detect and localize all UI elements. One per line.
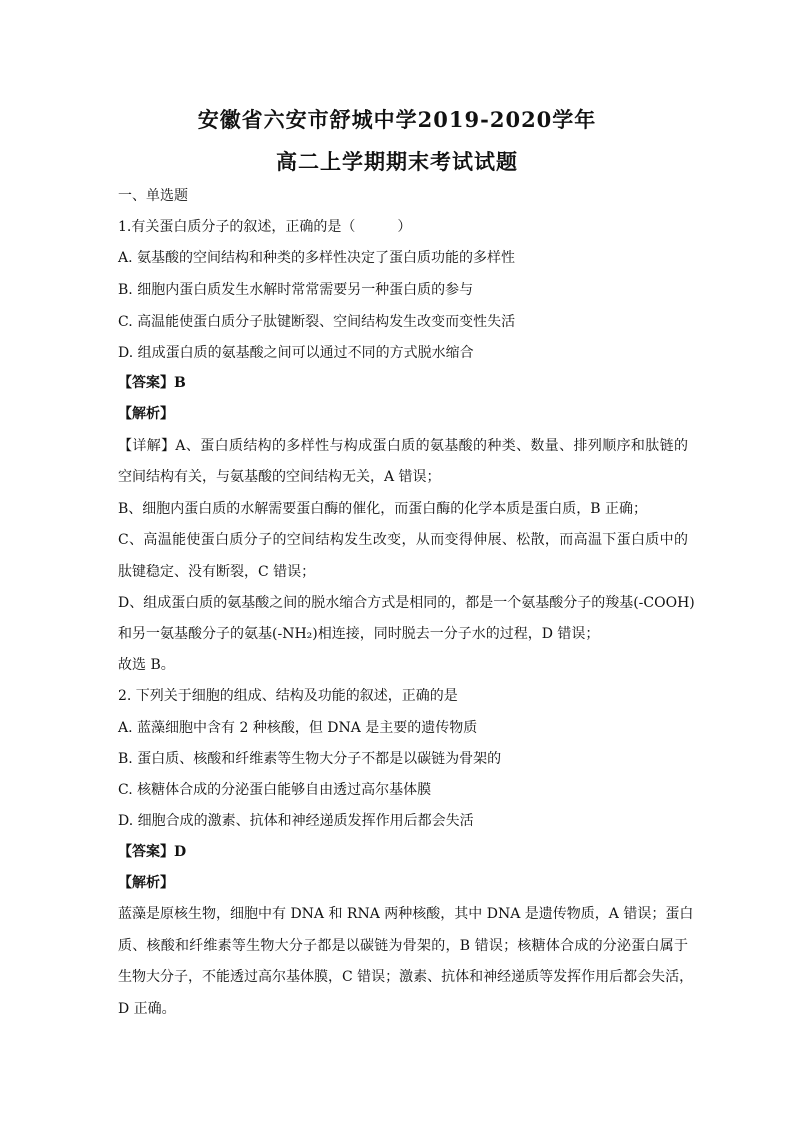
section-heading: 一、单选题 (118, 188, 188, 204)
document-subtitle: 高二上学期期末考试试题 (276, 149, 518, 174)
document-title: 安徽省六安市舒城中学2019-2020学年 (197, 107, 597, 132)
question-1-explanation-line: C、高温能使蛋白质分子的空间结构发生改变，从而变得伸展、松散，而高温下蛋白质中的 (118, 532, 688, 548)
question-2-explanation-line: 蓝藻是原核生物，细胞中有 DNA 和 RNA 两种核酸，其中 DNA 是遗传物质，A 错误；蛋白 (118, 906, 694, 922)
question-1-explanation-line: 肽键稳定、没有断裂，C 错误； (118, 564, 316, 580)
question-2-option-a: A. 蓝藻细胞中含有 2 种核酸，但 DNA 是主要的遗传物质 (118, 720, 478, 736)
question-1-explanation-line: 【详解】A、蛋白质结构的多样性与构成蛋白质的氨基酸的种类、数量、排列顺序和肽链的 (118, 438, 688, 454)
question-2-analysis-label: 【解析】 (118, 875, 174, 891)
question-1-explanation-line: B、细胞内蛋白质的水解需要蛋白酶的催化，而蛋白酶的化学本质是蛋白质，B 正确； (118, 501, 648, 517)
question-1-explanation-line: 和另一氨基酸分子的氨基(-NH₂)相连接，同时脱去一分子水的过程，D 错误； (118, 626, 600, 642)
question-2-answer: 【答案】D (118, 844, 187, 860)
question-2-option-c: C. 核糖体合成的分泌蛋白能够自由透过高尔基体膜 (118, 782, 432, 798)
question-1-answer: 【答案】B (118, 375, 186, 391)
question-1-explanation-line: 空间结构有关，与氨基酸的空间结构无关，A 错误； (118, 469, 441, 485)
question-2-option-b: B. 蛋白质、核酸和纤维素等生物大分子不都是以碳链为骨架的 (118, 751, 502, 767)
question-2-explanation-line: 生物大分子，不能透过高尔基体膜，C 错误；激素、抗体和神经递质等发挥作用后都会失活， (118, 969, 694, 985)
question-2-option-d: D. 细胞合成的激素、抗体和神经递质发挥作用后都会失活 (118, 813, 474, 829)
question-1-explanation-line: D、组成蛋白质的氨基酸之间的脱水缩合方式是相同的，都是一个氨基酸分子的羧基(-COOH) (118, 595, 695, 611)
question-1-option-a: A. 氨基酸的空间结构和种类的多样性决定了蛋白质功能的多样性 (118, 250, 516, 266)
question-1-stem: 1.有关蛋白质分子的叙述，正确的是（ ） (118, 219, 412, 235)
question-2-explanation-line: D 正确。 (118, 1001, 176, 1017)
question-2-explanation-line: 质、核酸和纤维素等生物大分子都是以碳链为骨架的，B 错误；核糖体合成的分泌蛋白属于 (118, 938, 688, 954)
question-2-stem: 2. 下列关于细胞的组成、结构及功能的叙述，正确的是 (118, 688, 458, 704)
question-1-option-b: B. 细胞内蛋白质发生水解时常常需要另一种蛋白质的参与 (118, 282, 474, 298)
question-1-option-c: C. 高温能使蛋白质分子肽键断裂、空间结构发生改变而变性失活 (118, 314, 516, 330)
question-1-explanation-line: 故选 B。 (118, 657, 175, 673)
question-1-option-d: D. 组成蛋白质的氨基酸之间可以通过不同的方式脱水缩合 (118, 345, 474, 361)
question-1-analysis-label: 【解析】 (118, 406, 174, 422)
